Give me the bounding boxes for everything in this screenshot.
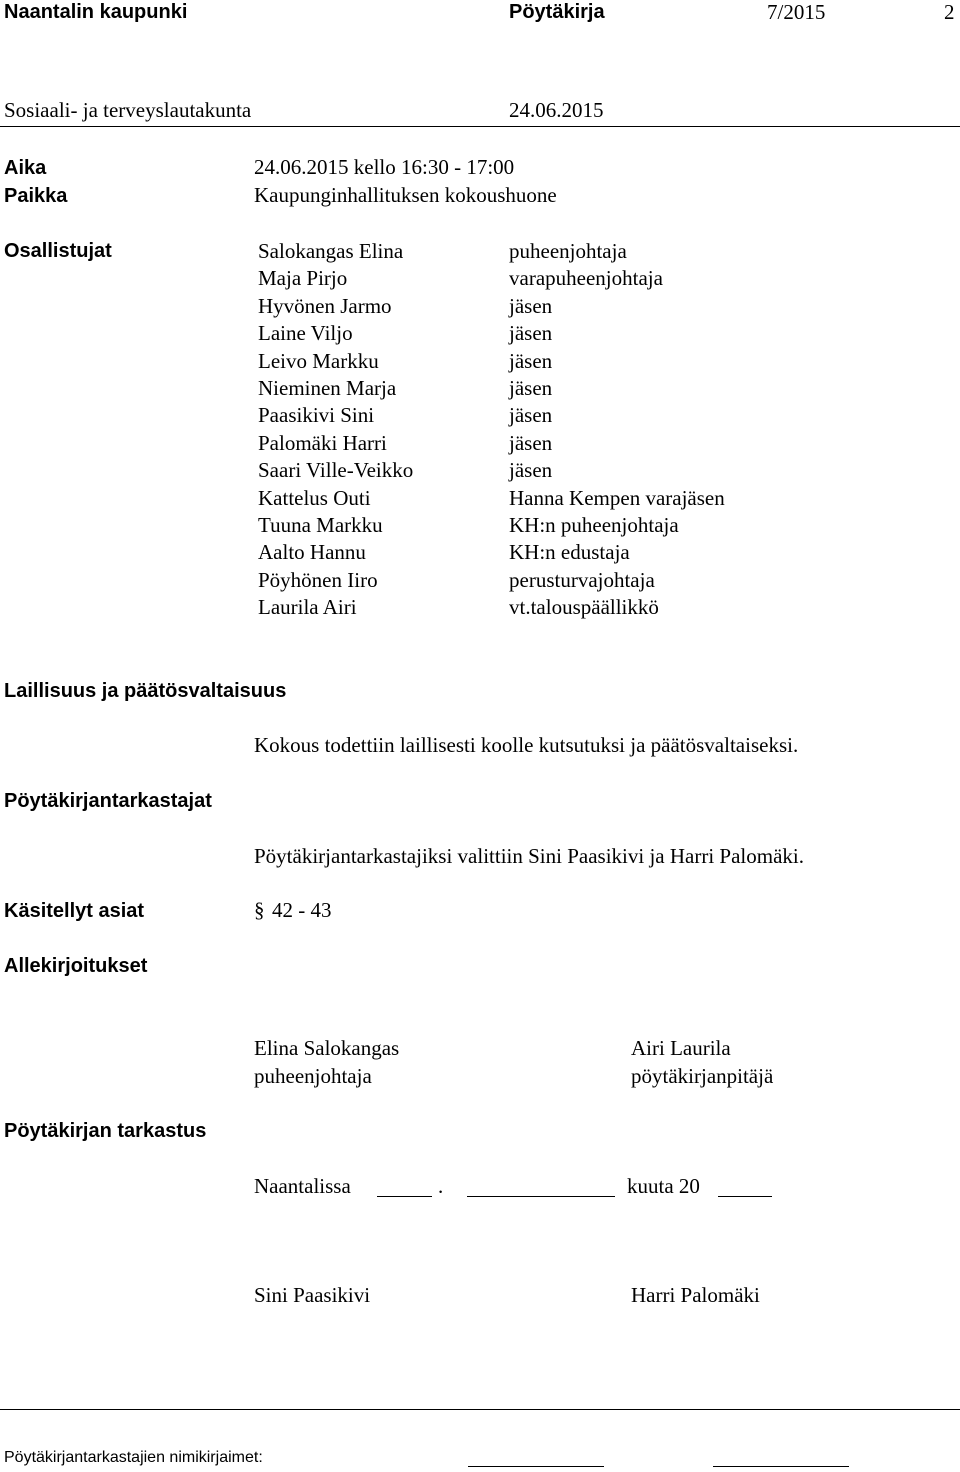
legality-label: Laillisuus ja päätösvaltaisuus: [4, 680, 287, 702]
committee-name: Sosiaali- ja terveyslautakunta: [4, 98, 252, 122]
attendee-row: [258, 512, 818, 539]
document-type: Pöytäkirja: [509, 1, 605, 23]
attendee-role: Hanna Kempen varajäsen: [509, 485, 725, 510]
time-label: Aika: [4, 157, 47, 179]
committee-date: 24.06.2015: [509, 98, 604, 122]
attendees-label: Osallistujat: [4, 240, 112, 262]
attendee-role: KH:n edustaja: [509, 540, 630, 565]
header-rule: [0, 126, 960, 127]
attendee-name: Aalto Hannu: [258, 540, 366, 565]
chair-name: Elina Salokangas: [254, 1036, 400, 1060]
reviewers-label: Pöytäkirjantarkastajat: [4, 790, 212, 812]
footer-rule: [0, 1409, 960, 1410]
attendee-name: Maja Pirjo: [258, 266, 348, 291]
attendee-row: [258, 375, 818, 402]
initials-blank-2: [713, 1466, 849, 1467]
attendee-role: jäsen: [509, 293, 553, 318]
chair-title: puheenjohtaja: [254, 1064, 372, 1088]
review-dot: .: [438, 1174, 444, 1198]
attendee-name: Salokangas Elina: [258, 239, 404, 263]
month-blank: [467, 1196, 615, 1197]
attendee-role: vt.talouspäällikkö: [509, 595, 659, 620]
place-value: Kaupunginhallituksen kokoushuone: [254, 183, 557, 207]
attendee-name: Pöyhönen Iiro: [258, 567, 378, 592]
attendee-row: [258, 265, 818, 292]
attendee-row: [258, 485, 818, 512]
attendee-name: Nieminen Marja: [258, 375, 397, 400]
attendee-name: Laurila Airi: [258, 595, 357, 620]
review-month-text: kuuta 20: [627, 1174, 700, 1198]
document-number: 7/2015: [767, 0, 826, 24]
attendee-row: [258, 293, 818, 320]
review-label: Pöytäkirjan tarkastus: [4, 1120, 207, 1142]
attendee-name: Hyvönen Jarmo: [258, 293, 392, 318]
reviewer-1-name: Sini Paasikivi: [254, 1283, 371, 1307]
attendee-row: [258, 539, 818, 566]
attendee-name: Saari Ville-Veikko: [258, 458, 414, 483]
attendee-role: KH:n puheenjohtaja: [509, 512, 679, 537]
attendee-name: Laine Viljo: [258, 321, 353, 346]
attendee-role: jäsen: [509, 458, 553, 483]
attendee-row: [258, 402, 818, 429]
attendee-name: Kattelus Outi: [258, 485, 371, 510]
secretary-title: pöytäkirjanpitäjä: [631, 1064, 774, 1088]
review-place: Naantalissa: [254, 1174, 351, 1198]
secretary-name: Airi Laurila: [631, 1036, 731, 1060]
attendee-role: puheenjohtaja: [509, 239, 627, 263]
day-blank: [377, 1196, 432, 1197]
time-value: 24.06.2015 kello 16:30 - 17:00: [254, 155, 515, 179]
attendee-role: jäsen: [509, 375, 553, 400]
attendee-row: [258, 567, 818, 594]
initials-blank-1: [468, 1466, 604, 1467]
reviewer-2-name: Harri Palomäki: [631, 1283, 760, 1307]
attendee-row: [258, 238, 818, 265]
section-symbol: §: [254, 898, 265, 922]
year-blank: [718, 1196, 772, 1197]
attendee-role: jäsen: [509, 403, 553, 428]
attendee-row: [258, 320, 818, 347]
place-label: Paikka: [4, 185, 68, 207]
legality-text: Kokous todettiin laillisesti koolle kutsutuksi ja päätösvaltaiseksi.: [254, 733, 799, 757]
attendee-name: Leivo Markku: [258, 348, 379, 373]
attendee-role: jäsen: [509, 430, 553, 455]
attendee-name: Paasikivi Sini: [258, 403, 375, 428]
attendee-role: jäsen: [509, 348, 553, 373]
attendee-role: perusturvajohtaja: [509, 567, 655, 592]
attendee-name: Palomäki Harri: [258, 430, 387, 455]
attendee-role: varapuheenjohtaja: [509, 266, 663, 291]
municipality-name: Naantalin kaupunki: [4, 1, 188, 23]
attendee-row: [258, 594, 818, 621]
items-label: Käsitellyt asiat: [4, 900, 145, 922]
signatures-label: Allekirjoitukset: [4, 955, 148, 977]
attendee-list: [258, 238, 818, 621]
attendee-name: Tuuna Markku: [258, 512, 383, 537]
initials-label: Pöytäkirjantarkastajien nimikirjaimet:: [4, 1449, 263, 1466]
reviewers-text: Pöytäkirjantarkastajiksi valittiin Sini Paasikivi ja Harri Palomäki.: [254, 844, 804, 868]
attendee-role: jäsen: [509, 321, 553, 346]
attendee-row: [258, 457, 818, 484]
attendee-row: [258, 430, 818, 457]
page-number: 2: [944, 0, 955, 24]
items-value: 42 - 43: [272, 898, 332, 922]
attendee-row: [258, 348, 818, 375]
